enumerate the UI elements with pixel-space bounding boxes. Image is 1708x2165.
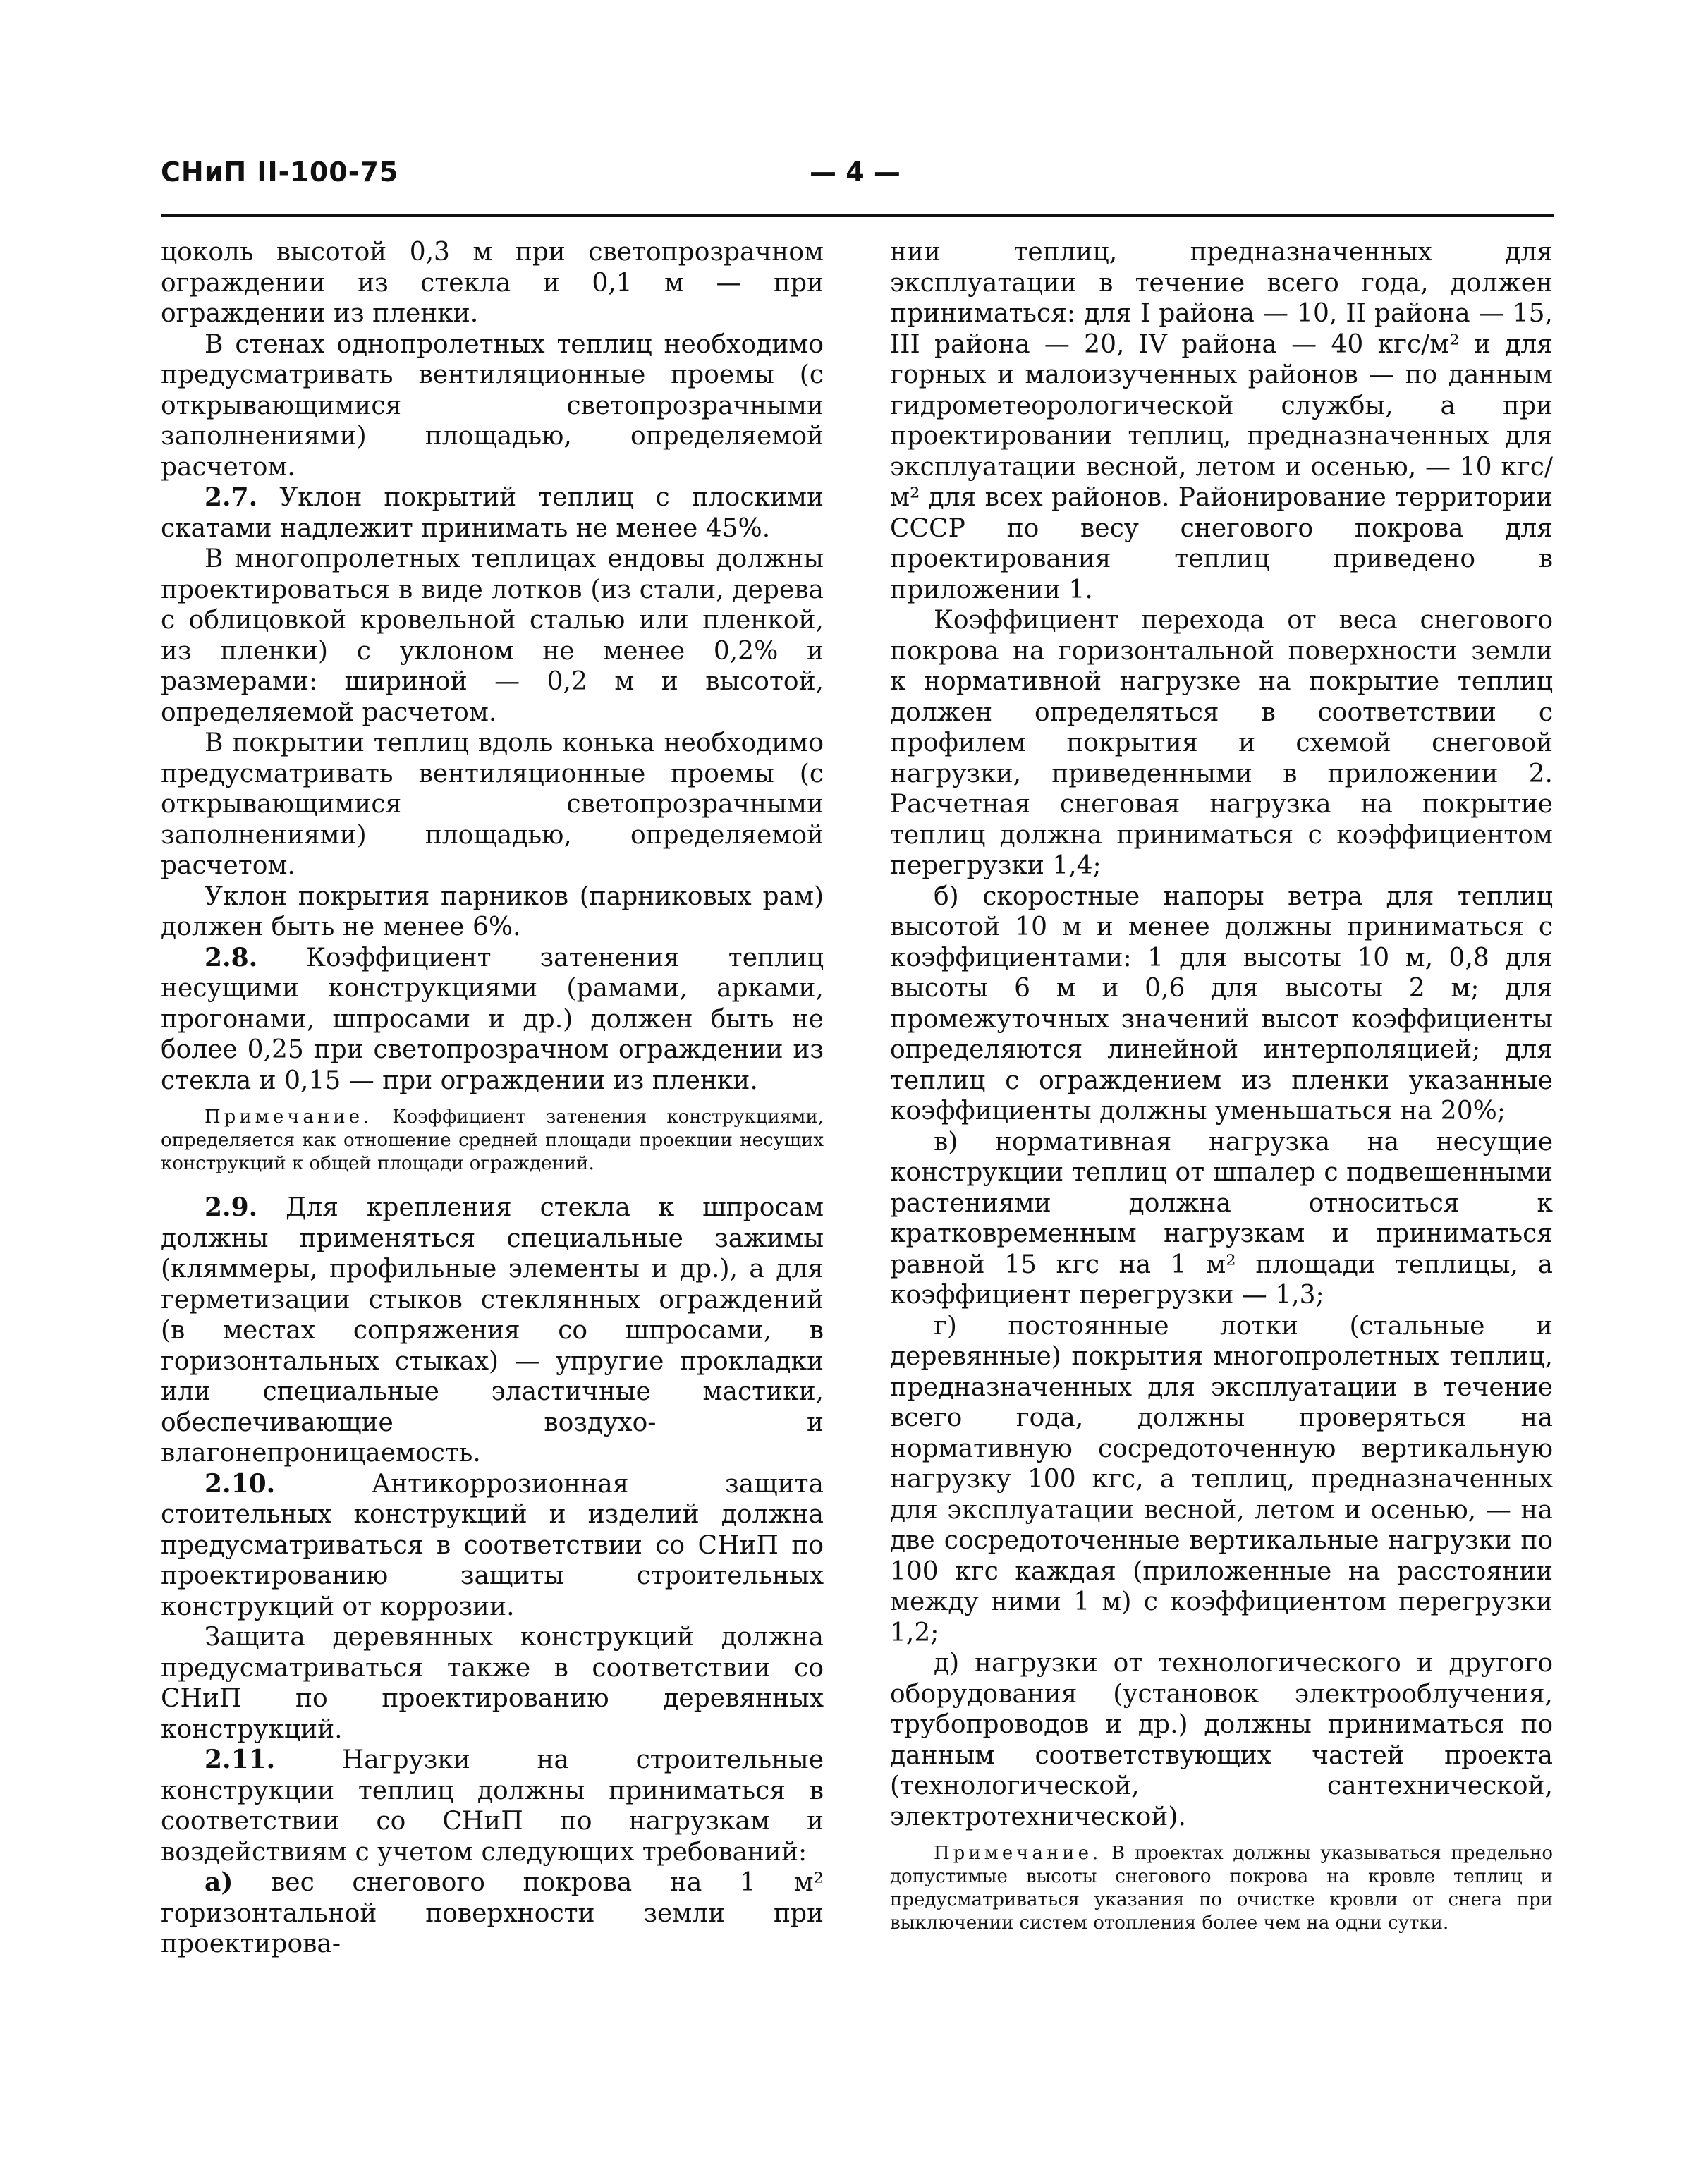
clause-2-9 [161,1193,824,1469]
item-g: г) постоянные лотки (стальные и деревянные) покрытия многопролетных теплиц, предназначенных для эксплуатации в течение всего года, должны проверяться на нормативную сосредоточенную вертикальную нагрузку 100 кгс, а теплиц, предназначенных для эксплуатации весной, летом и осенью, — на две сосредоточенные вертикальные нагрузки по 100 кгс каждая (приложенные на расстоянии между ними 1 м) с коэффициентом перегрузки 1,2; [890,1311,1553,1647]
clause-text: Уклон покрытий теплиц с плоскими скатами надлежит принимать не менее 45%. [161,483,824,543]
note [161,1106,824,1176]
paragraph: Уклон покрытия парников (парниковых рам) должен быть не менее 6%. [161,882,824,941]
paragraph: В покрытии теплиц вдоль конька необходимо предусматривать вентиляционные проемы (с открывающимися светопрозрачными заполнениями) площадью, определяемой расчетом. [161,728,824,880]
paragraph: цоколь высотой 0,3 м при светопрозрачном ограждении из стекла и 0,1 м — при ограждении из пленки. [161,238,824,328]
clause-number: 2.9. [205,1193,258,1222]
paragraph: Защита деревянных конструкций должна предусматриваться также в соответствии со СНиП по проектированию деревянных конструкций. [161,1623,824,1744]
clause-2-10 [161,1469,824,1623]
paragraph: В стенах однопролетных теплиц необходимо предусматривать вентиляционные проемы (с открывающимися светопрозрачными заполнениями) площадью, определяемой расчетом. [161,329,824,482]
item-v: в) нормативная нагрузка на несущие конструкции теплиц от шпалер с подвешенными растениями должна относиться к кратковременным нагрузкам и приниматься равной 15 кгс на 1 м² площади теплицы, а коэффициент перегрузки — 1,3; [890,1127,1553,1310]
header-rule [161,214,1554,217]
clause-2-7 [161,482,824,544]
item-a [161,1867,824,1960]
clause-number: 2.11. [205,1745,276,1774]
item-d: д) нагрузки от технологического и другого оборудования (установок электрооблучения, трубопроводов и др.) должны приниматься по данным соответствующих частей проекта (технологической, сантехнической, электротехнической). [890,1649,1553,1831]
clause-number: 2.10. [205,1468,276,1499]
note-text: Коэффициент затенения конструкциями, определяется как отношение средней площади проекции несущих конструкций к общей площади ограждений. [161,1106,824,1174]
right-column [890,237,1553,1952]
page-header [161,157,1554,206]
clause-text: Коэффициент затенения теплиц несущими конструкциями (рамами, арками, прогонами, шпросами и др.) должен быть не более 0,25 при светопрозрачном ограждении из стекла и 0,15 — при ограждении из пленки. [161,943,824,1095]
clause-2-11 [161,1745,824,1867]
clause-number: 2.7. [205,482,258,512]
item-b: б) скоростные напоры ветра для теплиц высотой 10 м и менее должны приниматься с коэффициентами: 1 для высоты 10 м, 0,8 для высоты 6 м и 0,6 для высоты 2 м; для промежуточных значений высот коэффициенты определяются линейной интерполяцией; для теплиц с ограждением из пленки указанные коэффициенты должны уменьшаться на 20%; [890,882,1553,1126]
paragraph: Коэффициент перехода от веса снегового покрова на горизонтальной поверхности земли к нормативной нагрузке на покрытие теплиц должен определяться в соответствии с профилем покрытия и схемой снеговой нагрузки, приведенными в приложении 2. Расчетная снеговая нагрузка на покрытие теплиц должна приниматься с коэффициентом перегрузки 1,4; [890,606,1553,880]
item-text: вес снегового покрова на 1 м² горизонтальной поверхности земли при проектирова- [161,1868,824,1958]
paragraph: В многопролетных теплицах ендовы должны проектироваться в виде лотков (из стали, дерева с облицовкой кровельной сталью или пленкой, из пленки) с уклоном не менее 0,2% и размерами: шириной — 0,2 м и высотой, определяемой расчетом. [161,544,824,727]
item-letter: а) [205,1867,233,1897]
clause-2-8 [161,943,824,1097]
left-column [161,237,824,1960]
clause-text: Для крепления стекла к шпросам должны применяться специальные зажимы (кляммеры, профильные элементы и др.), а для герметизации стыков стеклянных ограждений (в местах сопряжения со шпросами, в горизонтальных стыках) — упругие прокладки или специальные эластичные мастики, обеспечивающие воздухо- и влагонепроницаемость. [161,1193,824,1468]
note-label: Примечание. [934,1843,1102,1864]
clause-text: Антикоррозионная защита стоительных конструкций и изделий должна предусматриваться в соответствии со СНиП по проектированию защиты строительных конструкций от коррозии. [161,1469,824,1621]
document-code: СНиП II-100-75 [161,157,399,188]
clause-text: Нагрузки на строительные конструкции теплиц должны приниматься в соответствии со СНиП по нагрузкам и воздействиям с учетом следующих требований: [161,1745,824,1867]
clause-number: 2.8. [205,942,258,972]
paragraph: нии теплиц, предназначенных для эксплуатации в течение всего года, должен приниматься: для I района — 10, II района — 15, III района — 20, IV района — 40 кгс/м² и для горных и малоизученных районов — по данным гидрометеорологической службы, а при проектировании теплиц, предназначенных для эксплуатации весной, летом и осенью, — 10 кгс/м² для всех районов. Районирование территории СССР по весу снегового покрова для проектирования теплиц приведено в приложении 1. [890,238,1553,604]
note-label: Примечание. [205,1106,373,1128]
note [890,1842,1553,1935]
page-number: — 4 — [810,157,901,188]
note-text: В проектах должны указываться предельно допустимые высоты снегового покрова на кровле теплиц и предусматриваться указания по очистке кровли от снега при выключении систем отопления более чем на одни сутки. [890,1843,1553,1934]
